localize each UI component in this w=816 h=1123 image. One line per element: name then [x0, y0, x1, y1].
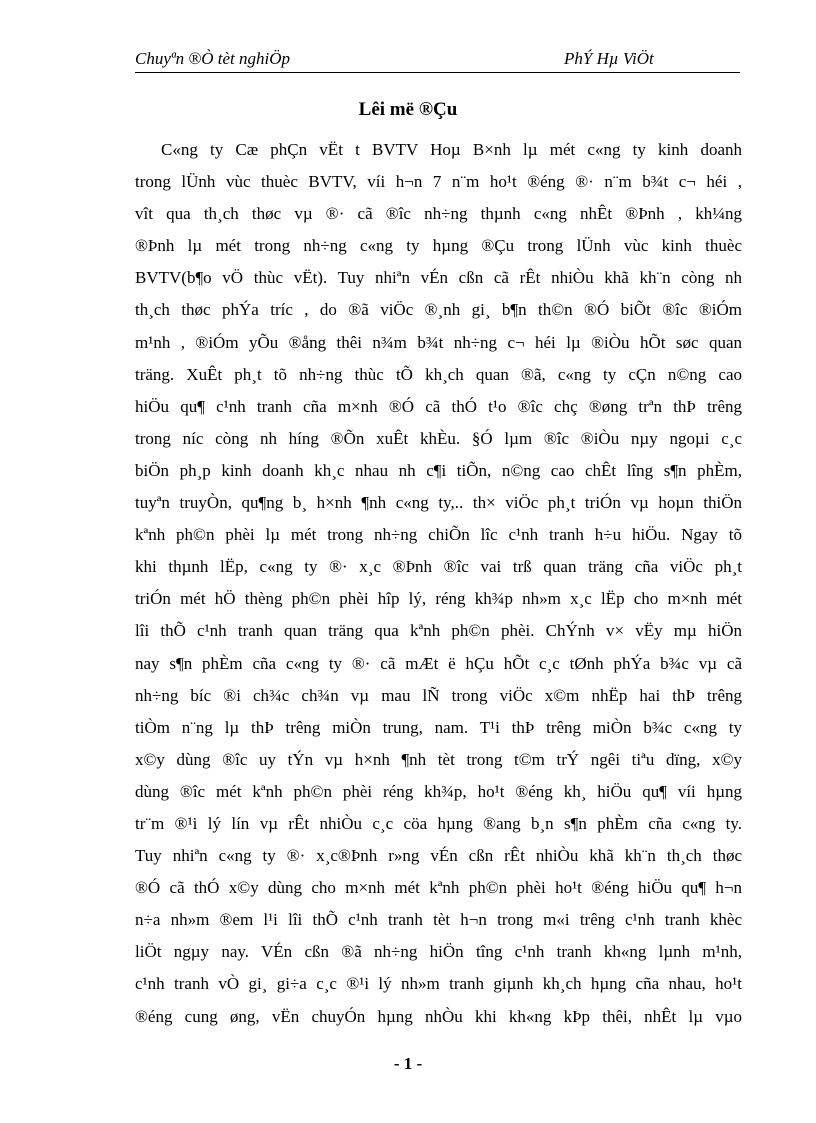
text-line: x©y dùng ®îc uy tÝn vµ h×nh ¶nh tèt trong t©m trÝ ngêi tiªu dïng, x©y — [135, 749, 742, 769]
text-line: c¹nh tranh vÒ gi¸ gi÷a c¸c ®¹i lý nh»m tranh giµnh kh¸ch hµng cña nhau, ho¹t — [135, 974, 742, 994]
text-line: ®Ó cã thÓ x©y dùng cho m×nh mét kªnh ph©n phèi ho¹t ®éng hiÖu qu¶ h¬n — [135, 878, 742, 898]
text-line: tr¨m ®¹i lý lín vµ rÊt nhiÒu c¸c cöa hµng ®ang b¸n s¶n phÈm cña c«ng ty. — [135, 813, 742, 833]
text-line: nh÷ng bíc ®i ch¾c ch¾n vµ mau lÑ trong viÖc x©m nhËp hai thÞ trêng — [135, 685, 742, 705]
text-line: dùng ®îc mét kªnh ph©n phèi réng kh¾p, ho¹t ®éng kh¸ hiÖu qu¶ víi hµng — [135, 781, 742, 801]
header-left-text: Chuyªn ®Ò tèt nghiÖp — [135, 49, 291, 68]
text-line: vît qua th¸ch thøc vµ ®· cã ®îc nh÷ng thµnh c«ng nhÊt ®Þnh , kh¼ng — [135, 204, 742, 224]
text-line: träng. XuÊt ph¸t tõ nh÷ng thùc tÕ kh¸ch quan ®ã, c«ng ty cÇn n©ng cao — [135, 364, 742, 384]
header-right-text: PhÝ Hµ ViÖt — [564, 49, 654, 68]
text-line: lîi thÕ c¹nh tranh quan träng qua kªnh ph©n phèi. ChÝnh v× vËy mµ hiÖn — [135, 621, 742, 641]
text-line: C«ng ty Cæ phÇn vËt t BVTV Hoµ B×nh lµ mét c«ng ty kinh doanh — [161, 140, 742, 159]
text-line: biÖn ph¸p kinh doanh kh¸c nhau nh c¶i tiÕn, n©ng cao chÊt lîng s¶n phÈm, — [135, 460, 742, 480]
body-paragraph — [135, 134, 742, 1033]
text-line: triÓn mét hÖ thèng ph©n phèi hîp lý, réng kh¾p nh»m x¸c lËp cho m×nh mét — [135, 589, 742, 609]
text-line: ®éng cung øng, vËn chuyÓn hµng nhÒu khi kh«ng kÞp thêi, nhÊt lµ vµo — [135, 1006, 742, 1026]
text-line: tuyªn truyÒn, qu¶ng b¸ h×nh ¶nh c«ng ty,.. th× viÖc ph¸t triÓn vµ hoµn thiÖn — [135, 493, 742, 513]
page-header — [135, 48, 740, 73]
text-line: nay s¶n phÈm cña c«ng ty ®· cã mÆt ë hÇu hÕt c¸c tØnh phÝa b¾c vµ cã — [135, 653, 742, 673]
text-line: n÷a nh»m ®em l¹i lîi thÕ c¹nh tranh tèt h¬n trong m«i trêng c¹nh tranh khèc — [135, 910, 742, 930]
page-title: Lêi më ®Çu — [358, 99, 458, 120]
text-line: trong lÜnh vùc thuèc BVTV, víi h¬n 7 n¨m ho¹t ®éng ®· n¨m b¾t c¬ héi , — [135, 172, 742, 192]
text-line: kªnh ph©n phèi lµ mét trong nh÷ng chiÕn lîc c¹nh tranh h÷u hiÖu. Ngay tõ — [135, 525, 742, 545]
text-line: trong níc còng nh híng ®Õn xuÊt khÈu. §Ó lµm ®îc ®iÒu nµy ngoµi c¸c — [135, 428, 742, 448]
text-line: tiÒm n¨ng lµ thÞ trêng miÒn trung, nam. T¹i thÞ trêng miÒn b¾c c«ng ty — [135, 717, 742, 737]
text-line: liÖt ngµy nay. VÉn cßn ®ã nh÷ng hiÖn tîng c¹nh tranh kh«ng lµnh m¹nh, — [135, 942, 742, 962]
text-line: m¹nh , ®iÓm yÕu ®ång thêi n¾m b¾t nh÷ng c¬ héi lµ ®iÒu hÕt søc quan — [135, 332, 742, 352]
text-line: hiÖu qu¶ c¹nh tranh cña m×nh ®Ó cã thÓ t¹o ®îc chç ®øng trªn thÞ trêng — [135, 396, 742, 416]
text-line: BVTV(b¶o vÖ thùc vËt). Tuy nhiªn vÉn cßn cã rÊt nhiÒu khã kh¨n còng nh — [135, 268, 742, 288]
text-line: ®Þnh lµ mét trong nh÷ng c«ng ty hµng ®Çu trong lÜnh vùc kinh thuèc — [135, 236, 742, 256]
text-line: th¸ch thøc phÝa tríc , do ®ã viÖc ®¸nh gi¸ b¶n th©n ®Ó biÕt ®îc ®iÓm — [135, 300, 742, 320]
text-line: khi thµnh lËp, c«ng ty ®· x¸c ®Þnh ®îc vai trß quan träng cña viÖc ph¸t — [135, 557, 742, 577]
text-line: Tuy nhiªn c«ng ty ®· x¸c®Þnh r»ng vÉn cßn rÊt nhiÒu khã kh¨n th¸ch thøc — [135, 846, 742, 866]
page-number: - 1 - — [393, 1054, 423, 1073]
